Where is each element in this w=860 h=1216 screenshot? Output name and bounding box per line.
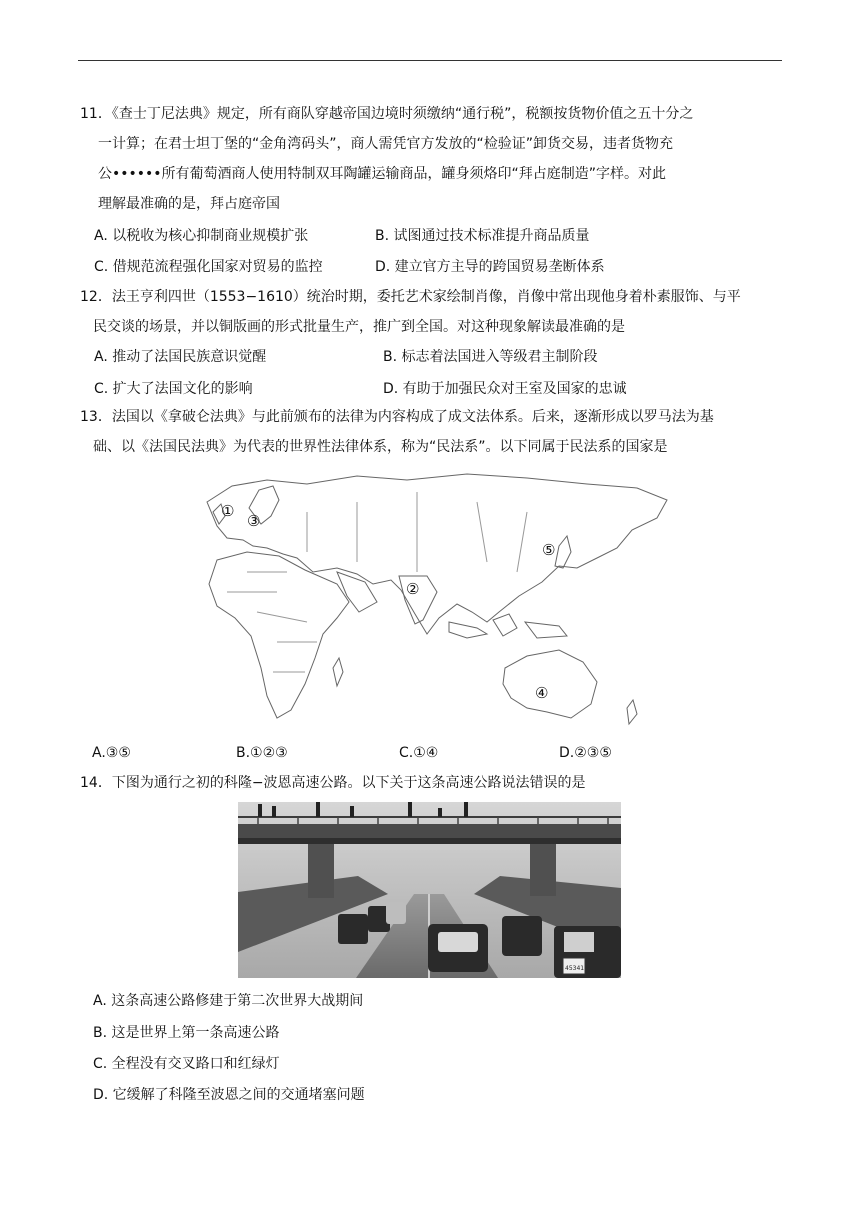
map-marker-4: ④ bbox=[535, 684, 549, 702]
q12-option-b[interactable]: B. 标志着法国进入等级君主制阶段 bbox=[383, 349, 598, 365]
q11-line-2: 一计算；在君士坦丁堡的“金角湾码头”，商人需凭官方发放的“检验证”卸货交易，违者货物充 bbox=[98, 136, 674, 152]
autobahn-photo bbox=[238, 802, 621, 978]
q12-option-c[interactable]: C. 扩大了法国文化的影响 bbox=[94, 381, 253, 397]
map-marker-3: ③ bbox=[247, 512, 261, 530]
q12-line-2: 民交谈的场景，并以铜版画的形式批量生产，推广到全国。对这种现象解读最准确的是 bbox=[93, 319, 625, 335]
question-14 bbox=[80, 768, 586, 798]
q11-option-a[interactable]: A. 以税收为核心抑制商业规模扩张 bbox=[94, 228, 309, 244]
q11-option-c[interactable]: C. 借规范流程强化国家对贸易的监控 bbox=[94, 259, 323, 275]
q12-option-a[interactable]: A. 推动了法国民族意识觉醒 bbox=[94, 349, 267, 365]
q11-option-b[interactable]: B. 试图通过技术标准提升商品质量 bbox=[375, 228, 590, 244]
question-12 bbox=[80, 282, 741, 342]
q11-line-1: 11．《查士丁尼法典》规定，所有商队穿越帝国边境时须缴纳“通行税”，税额按货物价值之五十分之 bbox=[80, 106, 694, 122]
q12-option-d[interactable]: D. 有助于加强民众对王室及国家的忠诚 bbox=[383, 381, 627, 397]
q11-option-d[interactable]: D. 建立官方主导的跨国贸易垄断体系 bbox=[375, 259, 605, 275]
q14-line-1: 14．下图为通行之初的科隆−波恩高速公路。以下关于这条高速公路说法错误的是 bbox=[80, 775, 586, 791]
question-13 bbox=[80, 402, 714, 462]
q14-option-c[interactable]: C. 全程没有交叉路口和红绿灯 bbox=[93, 1056, 280, 1072]
question-11 bbox=[80, 99, 693, 219]
q13-option-c[interactable]: C.①④ bbox=[399, 745, 439, 761]
map-marker-2: ② bbox=[406, 580, 420, 598]
q13-line-2: 础、以《法国民法典》为代表的世界性法律体系，称为“民法系”。以下同属于民法系的国家是 bbox=[93, 439, 668, 455]
q13-option-b[interactable]: B.①②③ bbox=[236, 745, 288, 761]
q11-line-4: 理解最准确的是，拜占庭帝国 bbox=[98, 196, 280, 212]
q14-option-b[interactable]: B. 这是世界上第一条高速公路 bbox=[93, 1025, 280, 1041]
plate-text: 45341 bbox=[565, 965, 585, 972]
world-map bbox=[187, 472, 671, 734]
q13-line-1: 13．法国以《拿破仑法典》与此前颁布的法律为内容构成了成文法体系。后来，逐渐形成以罗马法为基 bbox=[80, 409, 714, 425]
q14-option-d[interactable]: D. 它缓解了科隆至波恩之间的交通堵塞问题 bbox=[93, 1087, 365, 1103]
map-marker-5: ⑤ bbox=[542, 541, 556, 559]
q13-option-a[interactable]: A.③⑤ bbox=[92, 745, 131, 761]
q12-line-1: 12．法王亨利四世（1553−1610）统治时期，委托艺术家绘制肖像，肖像中常出现他身着朴素服饰、与平 bbox=[80, 289, 741, 305]
map-marker-1: ① bbox=[221, 502, 235, 520]
q13-option-d[interactable]: D.②③⑤ bbox=[559, 745, 612, 761]
q14-option-a[interactable]: A. 这条高速公路修建于第二次世界大战期间 bbox=[93, 993, 364, 1009]
header-rule bbox=[78, 60, 782, 61]
q11-line-3: 公••••••所有葡萄酒商人使用特制双耳陶罐运输商品，罐身须烙印“拜占庭制造”字样。对此 bbox=[98, 166, 667, 182]
